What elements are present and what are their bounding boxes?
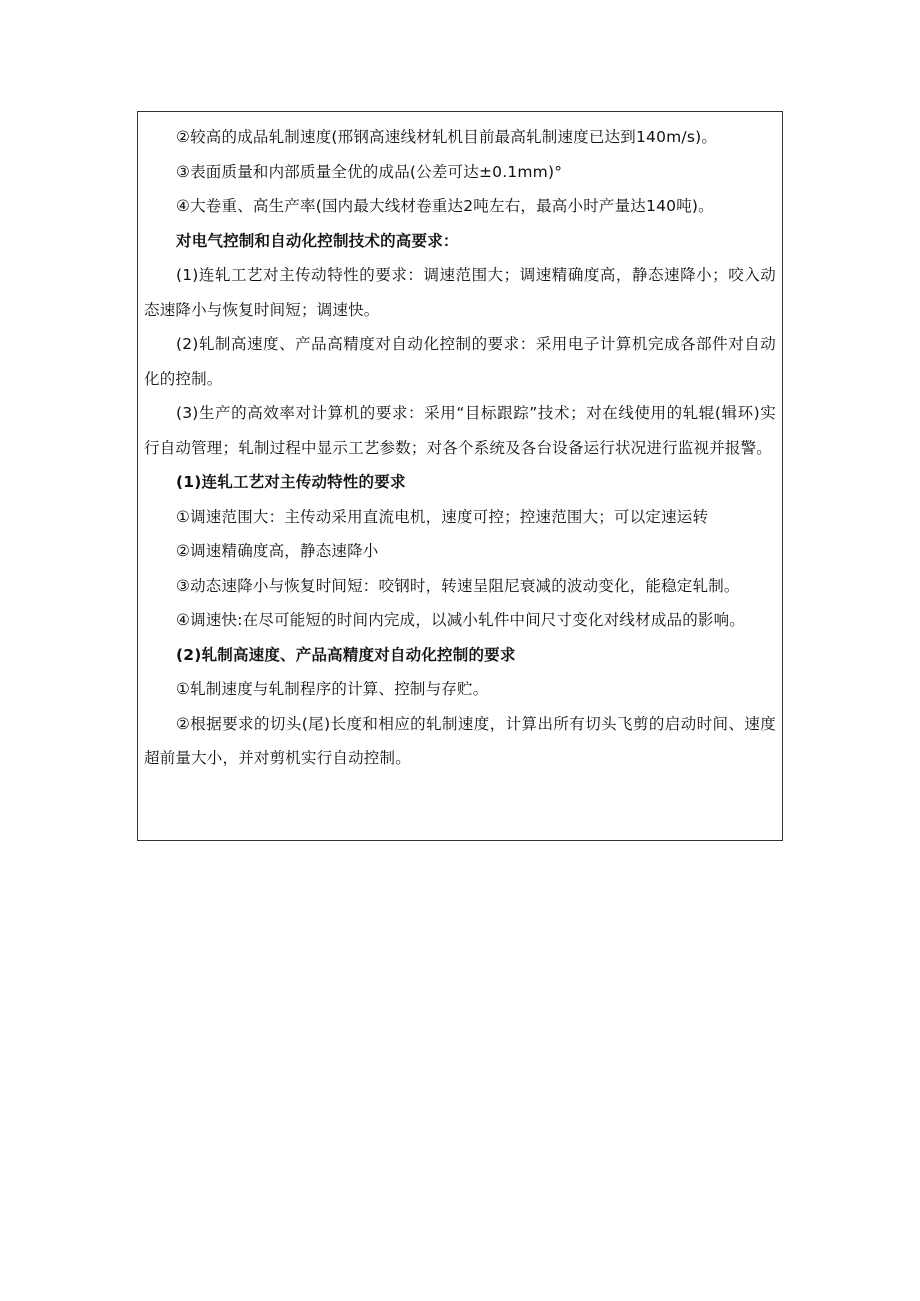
paragraph-11: ③动态速降小与恢复时间短：咬钢时，转速呈阻尼衰减的波动变化，能稳定轧制。 (176, 576, 740, 595)
document-frame (137, 111, 783, 841)
section-heading-1: 对电气控制和自动化控制技术的高要求： (176, 231, 459, 250)
paragraph-10: ②调速精确度高，静态速降小 (176, 542, 379, 560)
paragraph-7: (3)生产的高效率对计算机的要求：采用“目标跟踪”技术；对在线使用的轧辊(辑环)实行自动管理；轧制过程中显示工艺参数；对各个系统及各台设备运行状况进行监视并报警。 (144, 404, 776, 457)
paragraph-12: ④调速快:在尽可能短的时间内完成，以减小轧件中间尺寸变化对线材成品的影响。 (176, 611, 746, 629)
section-heading-2: (1)连轧工艺对主传动特性的要求 (176, 473, 406, 491)
paragraph-3: ④大卷重、高生产率(国内最大线材卷重达2吨左右，最高小时产量达140吨)。 (176, 197, 714, 215)
section-heading-3: (2)轧制高速度、产品高精度对自动化控制的要求 (176, 645, 516, 664)
paragraph-15: ②根据要求的切头(尾)长度和相应的轧制速度，计算出所有切头飞剪的启动时间、速度超前量大小，并对剪机实行自动控制。 (144, 714, 776, 767)
paragraph-6: (2)轧制高速度、产品高精度对自动化控制的要求：采用电子计算机完成各部件对自动化的控制。 (144, 335, 776, 388)
paragraph-9: ①调速范围大：主传动采用直流电机，速度可控；控速范围大；可以定速运转 (176, 507, 709, 526)
paragraph-5: (1)连轧工艺对主传动特性的要求：调速范围大；调速精确度高，静态速降小；咬入动态速降小与恢复时间短；调速快。 (144, 266, 776, 319)
paragraph-2: ③表面质量和内部质量全优的成品(公差可达±0.1mm)° (176, 162, 563, 181)
paragraph-14: ①轧制速度与轧制程序的计算、控制与存贮。 (176, 680, 489, 698)
paragraph-1: ②较高的成品轧制速度(邢钢高速线材轧机目前最高轧制速度已达到140m/s)。 (176, 128, 718, 146)
